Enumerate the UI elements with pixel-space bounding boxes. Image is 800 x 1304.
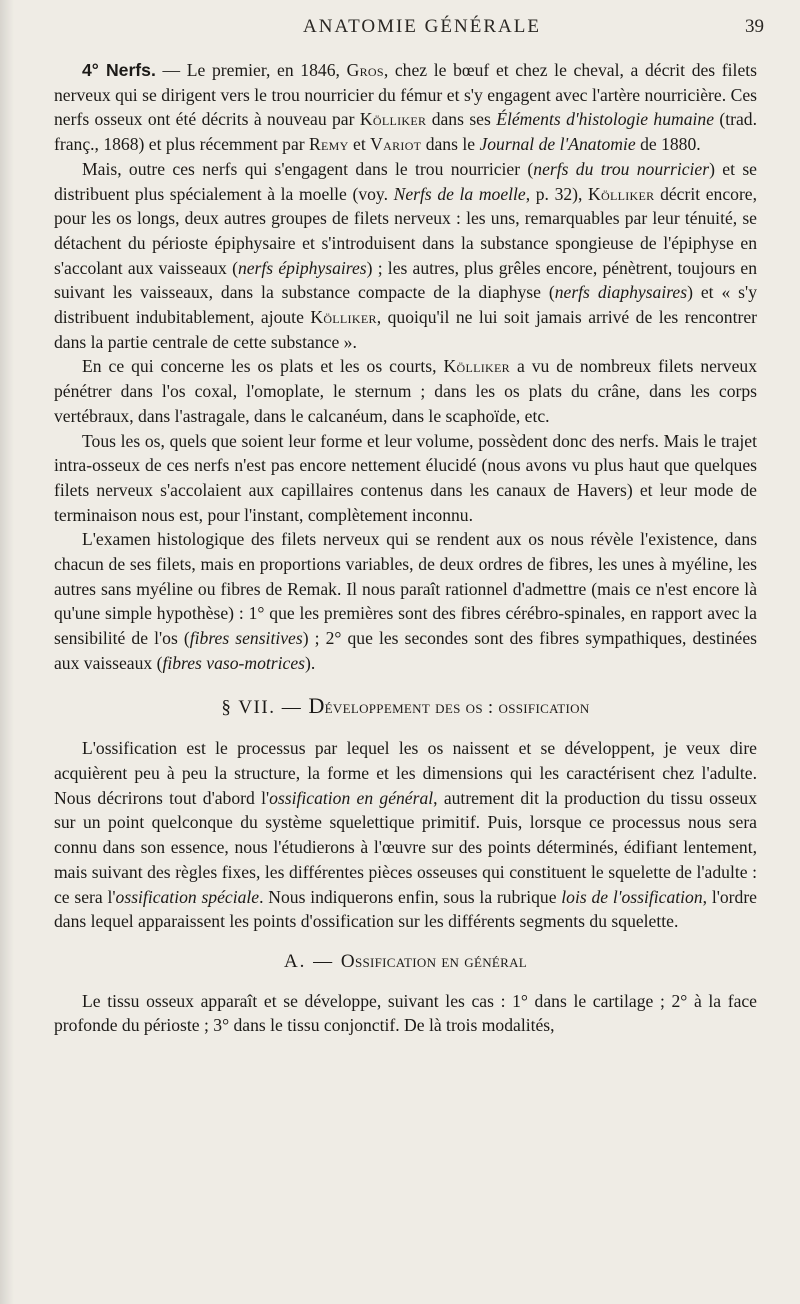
subsection-heading bbox=[54, 950, 757, 975]
journal-title: Journal de l'Anatomie bbox=[479, 134, 636, 155]
text-run: dans le bbox=[421, 134, 480, 155]
book-title: Éléments d'histologie humaine bbox=[496, 109, 714, 130]
text-run: — Le premier, en 1846, bbox=[155, 60, 347, 80]
italic-term: nerfs épiphysaires bbox=[237, 257, 367, 278]
text-run: , p. 32), bbox=[525, 183, 589, 204]
subsection-title-rest: ssification en général bbox=[354, 950, 528, 972]
text-run: En ce qui concerne les os plats et les os courts, bbox=[82, 356, 444, 377]
text-run: ) ; les autres, plus grêles encore, pénètrent, toujours en suivant les vaisseaux, dans la substance compacte de la diaphyse ( bbox=[54, 257, 757, 303]
text-run: ). bbox=[305, 652, 316, 673]
author-name: Remy bbox=[309, 134, 349, 155]
subsection-initial: O bbox=[340, 950, 355, 972]
body-text bbox=[54, 58, 757, 1038]
text-run: L'ossification est le processus par lequel les os naissent et se développent, je veux dire acquièrent peu à peu la structure, la forme et les dimensions qui les caractérisent chez l'adulte. Nous décrirons tout d'abord l' bbox=[54, 738, 757, 808]
section-initial: D bbox=[308, 692, 325, 718]
author-name: Kölliker bbox=[359, 109, 427, 130]
section-number: § VII. — bbox=[221, 696, 309, 718]
text-run: , l'ordre dans lequel apparaissent les points d'ossification sur les différents segments du squelette. bbox=[54, 886, 757, 932]
paragraph-label: 4° Nerfs. bbox=[82, 60, 156, 80]
text-run: Tous les os, quels que soient leur forme et leur volume, possèdent donc des nerfs. Mais le trajet intra-osseux de ces nerfs n'est pas encore nettement élucidé (nous avons vu plus haut que quelques filets nerveux s'accolaient aux capillaires contenus dans les canaux de Havers) et leur mode de terminaison nous est, pour l'instant, complètement inconnu. bbox=[54, 430, 757, 525]
text-run: ) et « s'y distribuent indubitablement, ajoute bbox=[54, 282, 757, 328]
text-run: a vu de nombreux filets nerveux pénétrer dans l'os coxal, l'omoplate, le sternum ; dans les os plats du crâne, dans les corps vertébraux, dans l'astragale, dans le calcanéum, dans le scaphoïde, etc. bbox=[54, 356, 757, 426]
text-run: , autrement dit la production du tissu osseux sur un point quelconque du système squelettique primitif. Puis, lorsque ce processus nous sera connu dans son essence, nous l'étudierons à l'œuvre sur des points déterminés, édifiant lentement, mais suivant des règles fixes, les différentes pièces osseuses qui constituent le squelette de l'adulte : ce sera l' bbox=[54, 787, 758, 907]
text-run: , chez le bœuf et chez le cheval, a décrit des filets nerveux qui se dirigent vers le trou nourricier du fémur et s'y engagent avec l'artère nourricière. Ces nerfs osseux ont été décrits à nouveau par bbox=[54, 60, 757, 130]
italic-term: Nerfs de la moelle bbox=[393, 183, 526, 204]
text-run: décrit encore, pour les os longs, deux autres groupes de filets nerveux : les uns, remarquables par leur ténuité, se détachent du périoste épiphysaire et s'introduisent dans la substance spongieuse de l'épiphyse en s'accolant aux vaisseaux ( bbox=[54, 183, 758, 278]
text-run: (trad. franç., 1868) et plus récemment par bbox=[54, 109, 757, 155]
subsection-number: A. — bbox=[283, 950, 341, 972]
running-head bbox=[80, 16, 764, 46]
text-run: de 1880. bbox=[635, 134, 701, 155]
paragraph-tous-les-os bbox=[54, 429, 757, 528]
text-run: et bbox=[348, 134, 371, 155]
text-run: , quoiqu'il ne lui soit jamais arrivé de les rencontrer dans la partie centrale de cette substance ». bbox=[54, 307, 758, 352]
italic-term: fibres vaso-motrices bbox=[162, 652, 305, 673]
paragraph-tissu-osseux bbox=[54, 989, 757, 1038]
author-name: Gros bbox=[346, 60, 384, 80]
paragraph-examen-histologique bbox=[54, 527, 757, 675]
page-number: 39 bbox=[745, 16, 764, 37]
italic-term: fibres sensitives bbox=[189, 628, 303, 649]
italic-term: nerfs du trou nourricier bbox=[533, 158, 710, 179]
section-title bbox=[308, 692, 590, 718]
running-title: ANATOMIE GÉNÉRALE bbox=[303, 16, 541, 37]
paragraph-nerfs bbox=[54, 58, 757, 157]
text-run: ) et se distribuent plus spécialement à la moelle (voy. bbox=[54, 158, 757, 204]
paragraph-nerfs-epiphysaires bbox=[54, 157, 757, 355]
italic-term: ossification en général bbox=[269, 787, 434, 808]
author-name: Kölliker bbox=[443, 356, 510, 377]
italic-term: lois de l'ossification bbox=[561, 886, 703, 907]
text-run: ) ; 2° que les secondes sont des fibres sympathiques, destinées aux vaisseaux ( bbox=[54, 628, 757, 673]
text-run: dans ses bbox=[426, 109, 497, 130]
author-name: Kölliker bbox=[310, 307, 377, 328]
text-run: L'examen histologique des filets nerveux qui se rendent aux os nous révèle l'existence, dans chacun de ses filets, mais en proportions variables, de deux ordres de fibres, les unes à myéline, les autres sans myéline ou fibres de Remak. Il nous paraît rationnel d'admettre (mais ce n'est encore là qu'une simple hypothèse) : 1° que les premières sont des fibres cérébro-spinales, en rapport avec la sensibilité de l'os ( bbox=[54, 529, 757, 649]
italic-term: ossification spéciale bbox=[115, 886, 260, 907]
text-run: . Nous indiquerons enfin, sous la rubrique bbox=[259, 886, 562, 907]
paragraph-os-plats bbox=[54, 354, 757, 428]
author-name: Variot bbox=[370, 134, 422, 155]
author-name: Kölliker bbox=[588, 183, 655, 204]
italic-term: nerfs diaphysaires bbox=[554, 282, 688, 303]
paragraph-ossification bbox=[54, 736, 757, 934]
text-run: Mais, outre ces nerfs qui s'engagent dans le trou nourricier ( bbox=[82, 158, 534, 179]
subsection-title bbox=[341, 951, 527, 972]
section-title-rest: éveloppement des os : ossification bbox=[324, 696, 590, 718]
section-heading bbox=[54, 694, 757, 721]
text-run: Le tissu osseux apparaît et se développe, suivant les cas : 1° dans le cartilage ; 2° à la face profonde du périoste ; 3° dans le tissu conjonctif. De là trois modalités, bbox=[54, 990, 757, 1036]
